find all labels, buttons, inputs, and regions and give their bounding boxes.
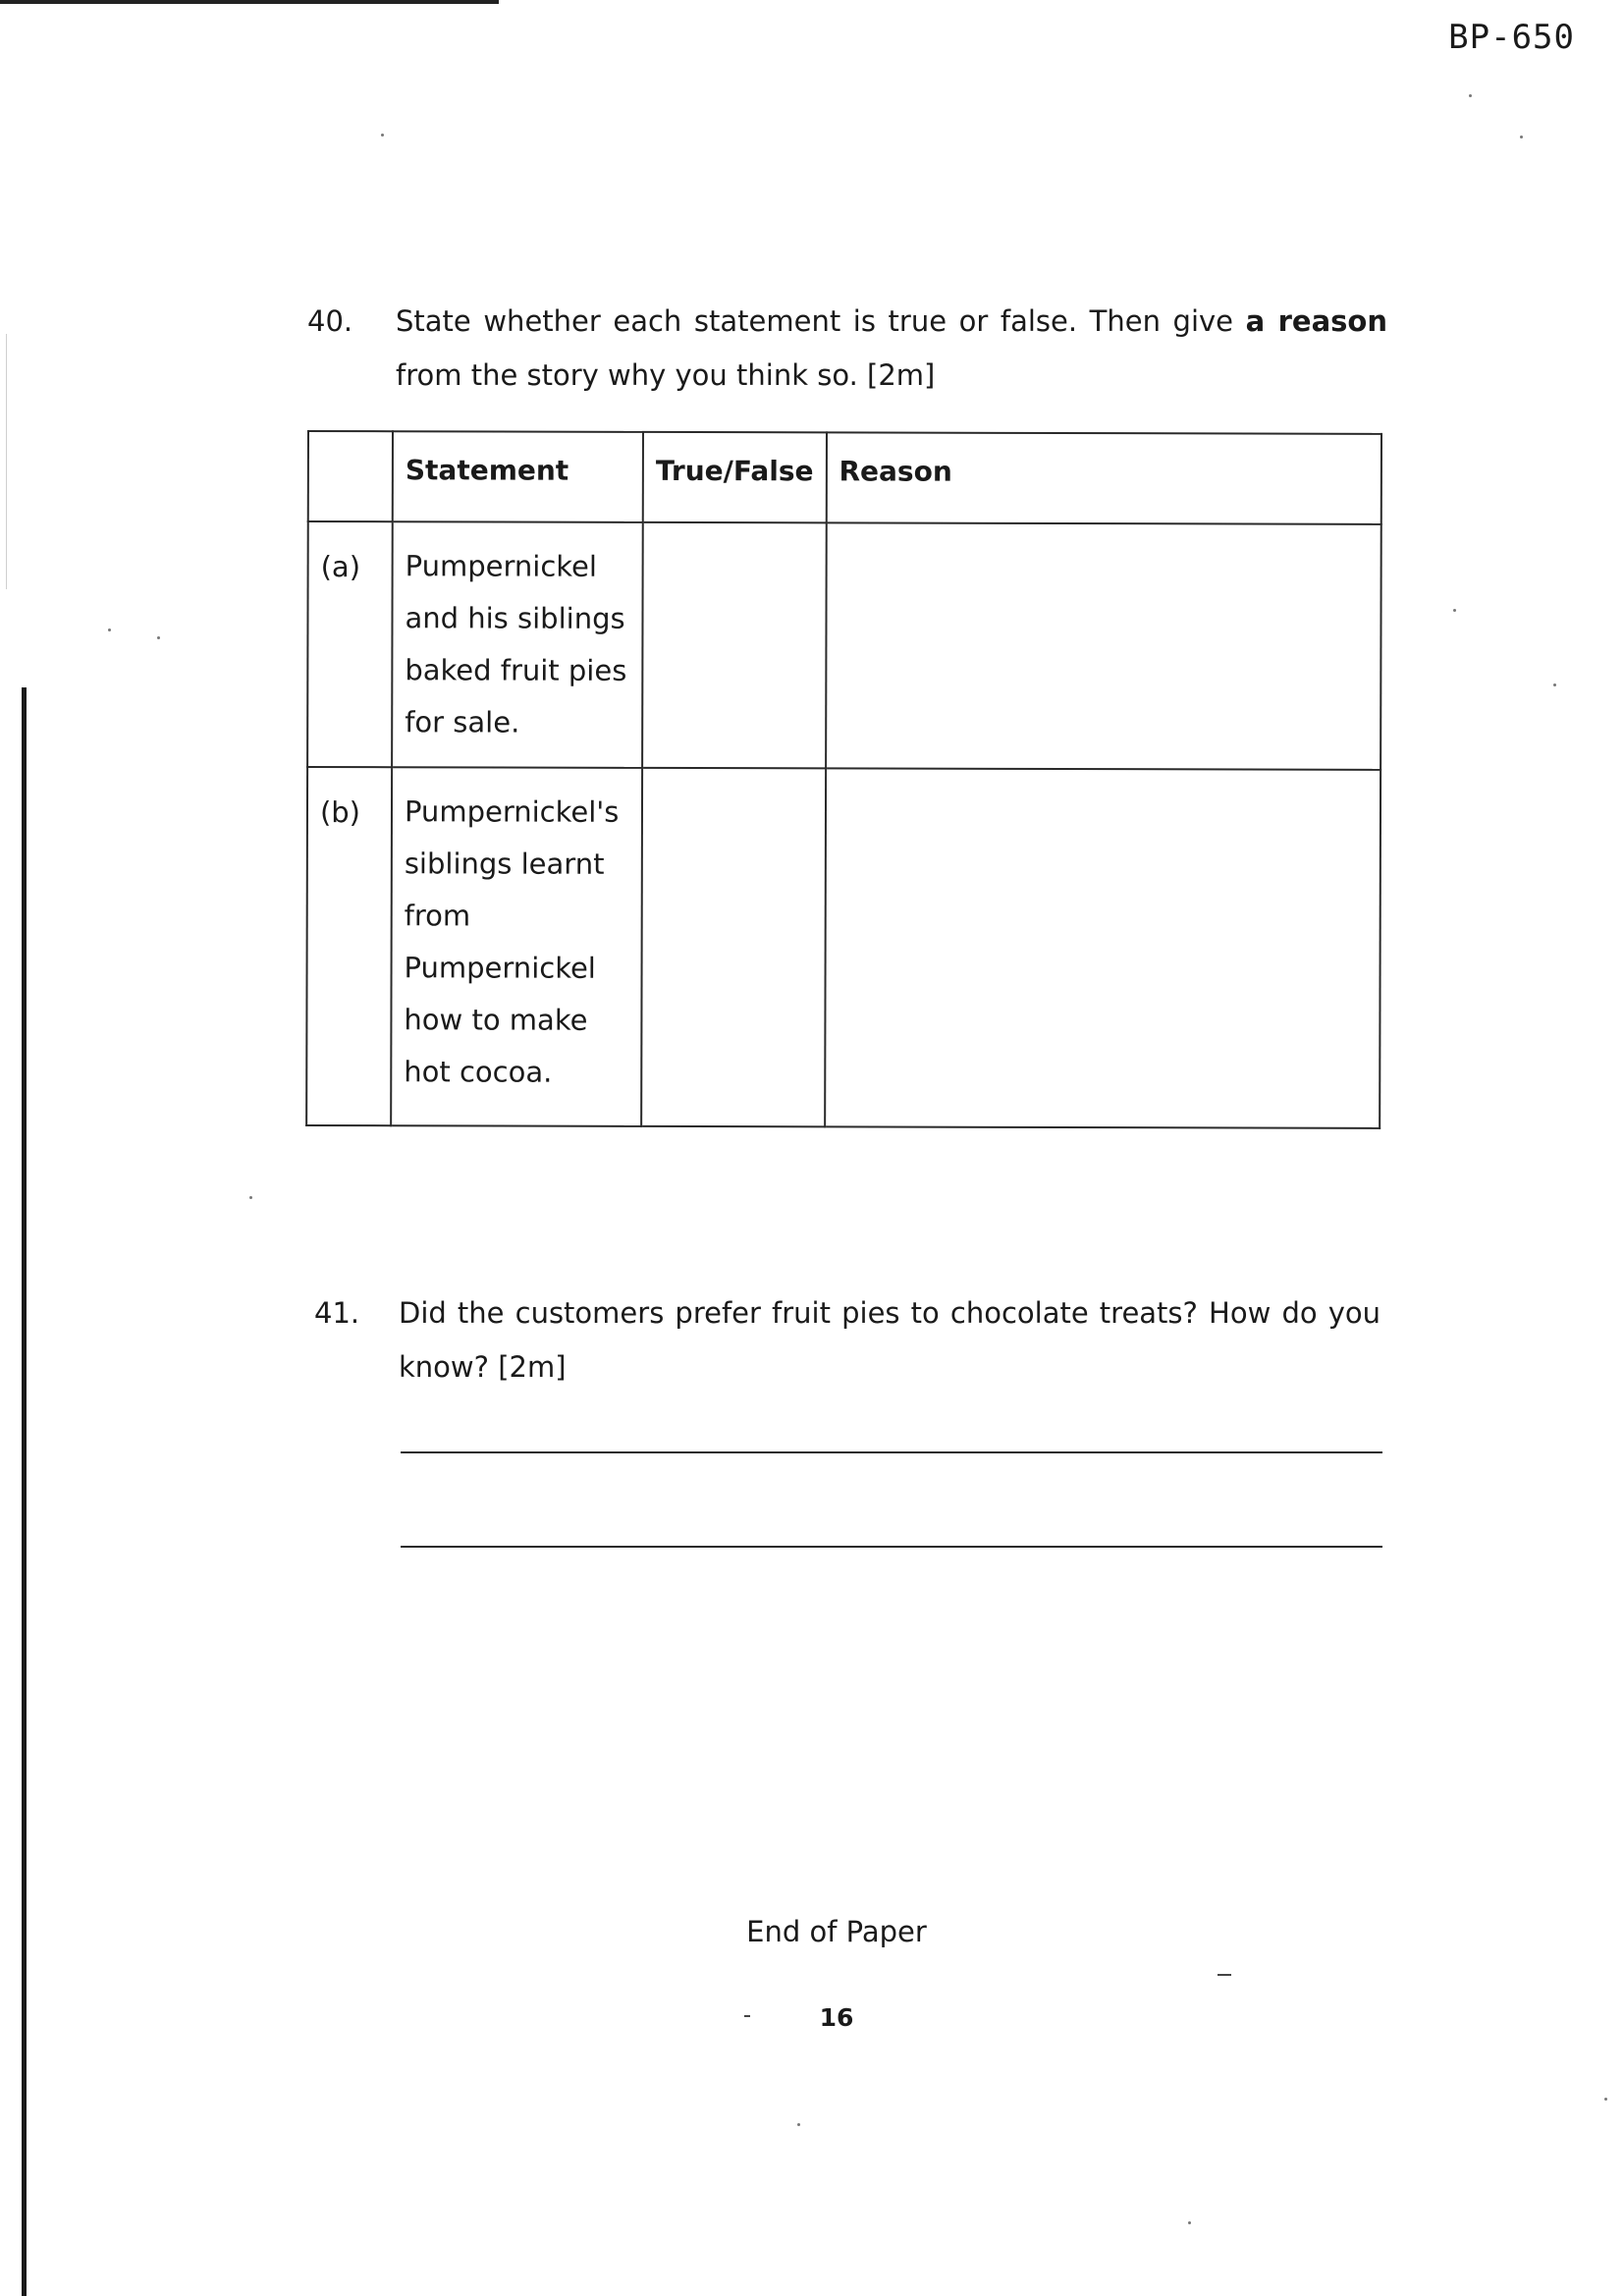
question-text: [396, 295, 1387, 403]
paper-code: BP-650: [1448, 18, 1575, 57]
statement-cell: Pumpernickel and his siblings baked fruit pies for sale.: [392, 521, 643, 768]
header-reason: Reason: [826, 432, 1381, 523]
statement-cell: Pumpernickel's siblings learnt from Pumpernickel how to make hot cocoa.: [391, 767, 642, 1126]
table-row: [306, 767, 1380, 1128]
scan-speck: [1520, 136, 1523, 138]
left-faint-edge: [6, 334, 7, 589]
true-false-table: [305, 430, 1382, 1129]
row-label: (b): [306, 767, 392, 1125]
question-41: [314, 1286, 1394, 1394]
question-text-bold: a reason: [1245, 304, 1387, 338]
reason-answer-cell[interactable]: [825, 768, 1380, 1127]
answer-line[interactable]: [401, 1546, 1382, 1548]
scan-speck: [108, 629, 111, 631]
scan-mark: [1218, 1974, 1231, 1976]
header-blank: [308, 431, 393, 521]
page-number: 16: [819, 2003, 854, 2032]
scan-mark: [744, 2015, 750, 2017]
answer-line[interactable]: [401, 1451, 1382, 1453]
row-label: (a): [307, 521, 393, 767]
question-text-part: State whether each statement is true or false. Then give: [396, 304, 1246, 338]
top-edge-rule: [0, 0, 499, 4]
true-false-answer-cell[interactable]: [641, 768, 826, 1126]
scan-speck: [1553, 683, 1556, 686]
table-header-row: [308, 431, 1381, 524]
scan-speck: [157, 636, 160, 639]
scan-speck: [797, 2123, 800, 2126]
scan-speck: [381, 134, 384, 137]
header-statement: Statement: [393, 431, 643, 522]
header-true-false: True/False: [643, 432, 827, 522]
left-binding-edge: [22, 687, 27, 2296]
question-number: 40.: [307, 304, 353, 338]
true-false-answer-cell[interactable]: [642, 522, 826, 768]
question-number: 41.: [314, 1296, 360, 1330]
scan-speck: [1453, 609, 1456, 612]
scan-speck: [249, 1196, 252, 1199]
scan-speck: [1469, 94, 1472, 97]
reason-answer-cell[interactable]: [826, 522, 1381, 769]
question-text: Did the customers prefer fruit pies to chocolate treats? How do you know? [2m]: [399, 1296, 1380, 1384]
scan-speck: [1188, 2221, 1191, 2224]
scan-speck: [1604, 2098, 1607, 2101]
question-text-part: from the story why you think so. [2m]: [396, 358, 936, 392]
question-40: [307, 295, 1387, 403]
end-of-paper: End of Paper: [746, 1915, 927, 1948]
table-row: [307, 521, 1381, 770]
